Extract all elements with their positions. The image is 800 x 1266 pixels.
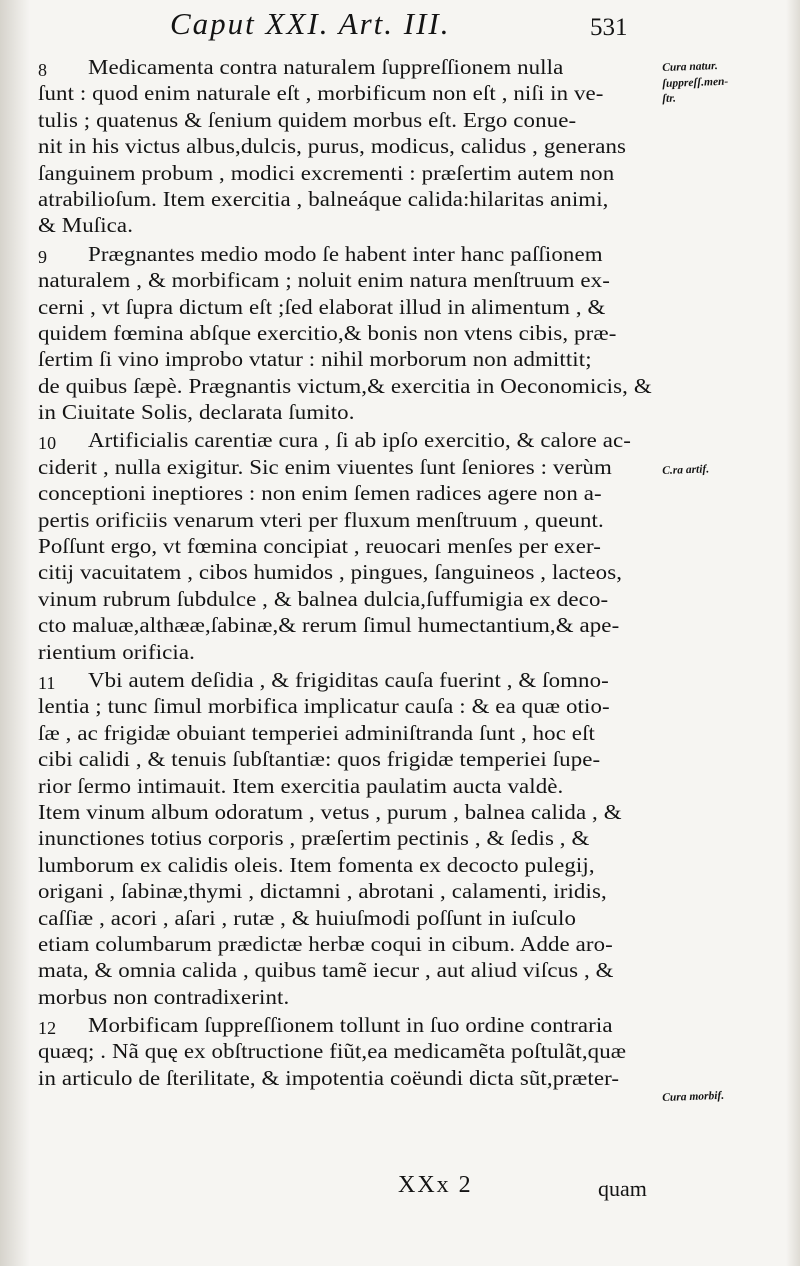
line-text: Prægnantes medio modo ſe habent inter hanc paſſionem — [88, 241, 603, 266]
text-line — [38, 746, 658, 772]
text-line — [38, 507, 658, 533]
line-text: ſunt : quod enim naturale eſt , morbificum non eſt , niſi in ve- — [38, 81, 604, 106]
line-text: origani , ſabinæ,thymi , dictamni , abrotani , calamenti, iridis, — [38, 879, 607, 904]
paragraph-number: 9 — [38, 246, 48, 267]
text-line — [38, 480, 658, 506]
line-text: caſſiæ , acori , aſari , rutæ , & huiuſmodi poſſunt in iuſculo — [38, 905, 577, 930]
line-text: atrabilioſum. Item exercitia , balneáque calida:hilaritas animi, — [38, 186, 609, 211]
page-number: 531 — [590, 14, 628, 41]
text-line — [38, 54, 658, 80]
page-header — [150, 4, 670, 44]
paragraph — [38, 1012, 658, 1093]
text-line — [38, 1012, 658, 1038]
text-line — [38, 294, 658, 320]
text-line — [38, 320, 658, 346]
line-text: conceptioni ineptiores : non enim ſemen radices agere non a- — [38, 481, 602, 506]
text-line — [38, 984, 658, 1010]
text-line — [38, 667, 658, 693]
text-line — [38, 1038, 658, 1064]
running-title: Caput XXI. Art. III. — [170, 6, 451, 41]
line-text: cto maluæ,althææ,ſabinæ,& rerum ſimul humectantium,& ape- — [38, 613, 620, 638]
text-line — [38, 799, 658, 825]
line-text: Morbificam ſuppreſſionem tollunt in ſuo ordine contraria — [88, 1013, 613, 1038]
line-text: tulis ; quatenus & ſenium quidem morbus eſt. Ergo conue- — [38, 107, 577, 132]
text-line — [38, 267, 658, 293]
text-line — [38, 957, 658, 983]
text-line — [38, 1065, 658, 1091]
margin-notes — [662, 0, 792, 1266]
line-text: in articulo de ſterilitate, & impotentia coëundi dicta sũt,præter- — [38, 1065, 620, 1090]
text-line — [38, 212, 658, 238]
line-text: vinum rubrum ſubdulce , & balnea dulcia,ſuffumigia ex deco- — [38, 586, 609, 611]
line-text: cibi calidi , & tenuis ſubſtantiæ: quos frigidæ temperiei ſupe- — [38, 747, 601, 772]
text-line — [38, 373, 658, 399]
paragraph-number: 10 — [38, 433, 57, 454]
text-line — [38, 533, 658, 559]
text-line — [38, 852, 658, 878]
line-text: pertis orificiis venarum vteri per fluxum menſtruum , queunt. — [38, 507, 604, 532]
line-text: ciderit , nulla exigitur. Sic enim viuentes ſunt ſeniores : verùm — [38, 454, 612, 479]
margin-note-str: ſtr. — [662, 92, 677, 105]
paragraph-gap — [38, 1091, 658, 1093]
text-line — [38, 586, 658, 612]
line-text: quæq; . Nã quę ex obſtructione fiũt,ea medicamẽta poſtulãt,quæ — [38, 1039, 627, 1064]
margin-note-cura-artif: C.ra artif. — [662, 463, 710, 477]
text-line — [38, 878, 658, 904]
line-text: rientium orificia. — [38, 639, 195, 664]
line-text: mata, & omnia calida , quibus tamẽ iecur , aut aliud viſcus , & — [38, 958, 614, 983]
text-line — [38, 427, 658, 453]
paragraph-number: 8 — [38, 60, 48, 80]
paragraph-number: 12 — [38, 1018, 57, 1039]
line-text: morbus non contradixerint. — [38, 984, 290, 1009]
text-line — [38, 80, 658, 106]
line-text: de quibus ſæpè. Prægnantis victum,& exercitia in Oeconomicis, & — [38, 373, 652, 398]
line-text: cerni , vt ſupra dictum eſt ;ſed elaborat illud in alimentum , & — [38, 294, 606, 319]
margin-note-cura-morbif: Cura morbif. — [662, 1089, 725, 1104]
text-line — [38, 241, 658, 267]
line-text: etiam columbarum prædictæ herbæ coqui in cibum. Adde aro- — [38, 931, 613, 956]
paragraph — [38, 241, 658, 428]
line-text: citij vacuitatem , cibos humidos , pingues, ſanguineos , lacteos, — [38, 560, 623, 585]
line-text: lumborum ex calidis oleis. Item fomenta ex decocto pulegij, — [38, 852, 595, 877]
text-line — [38, 399, 658, 425]
catchword: quam — [598, 1176, 647, 1201]
text-line — [38, 931, 658, 957]
line-text: rior ſermo intimauit. Item exercitia paulatim aucta valdè. — [38, 773, 564, 798]
text-line — [38, 559, 658, 585]
text-line — [38, 825, 658, 851]
line-text: Medicamenta contra naturalem ſuppreſſionem nulla — [88, 55, 564, 79]
signature-mark: XXx 2 — [398, 1172, 473, 1198]
line-text: nit in his victus albus,dulcis, purus, modicus, calidus , generans — [38, 134, 627, 159]
text-line — [38, 160, 658, 186]
text-line — [38, 612, 658, 638]
text-line — [38, 133, 658, 159]
text-line — [38, 905, 658, 931]
paragraph — [38, 54, 658, 241]
line-text: in Ciuitate Solis, declarata ſumito. — [38, 400, 355, 425]
line-text: ſertim ſi vino improbo vtatur : nihil morborum non admittit; — [38, 347, 592, 372]
text-line — [38, 720, 658, 746]
text-line — [38, 107, 658, 133]
text-line — [38, 773, 658, 799]
line-text: Artificialis carentiæ cura , ſi ab ipſo exercitio, & calore ac- — [88, 428, 632, 453]
text-line — [38, 186, 658, 212]
line-text: lentia ; tunc ſimul morbifica implicatur cauſa : & ea quæ otio- — [38, 694, 610, 719]
page-gutter-shadow — [0, 0, 30, 1266]
line-text: inunctiones totius corporis , præſertim pectinis , & ſedis , & — [38, 826, 590, 851]
line-text: ſæ , ac frigidæ obuiant temperiei adminiſtranda ſunt , hoc eſt — [38, 720, 596, 745]
line-text: naturalem , & morbificam ; noluit enim natura menſtruum ex- — [38, 268, 610, 293]
line-text: & Muſica. — [38, 213, 134, 238]
paragraph — [38, 427, 658, 667]
line-text: quidem fœmina abſque exercitio,& bonis non vtens cibis, præ- — [38, 320, 617, 345]
line-text: Poſſunt ergo, vt fœmina concipiat , reuocari menſes per exer- — [38, 534, 601, 559]
line-text: ſanguinem probum , modici excrementi : præſertim autem non — [38, 160, 615, 185]
text-line — [38, 639, 658, 665]
text-line — [38, 693, 658, 719]
text-body — [38, 54, 658, 1093]
text-line — [38, 454, 658, 480]
paragraph-number: 11 — [38, 672, 56, 693]
text-line — [38, 346, 658, 372]
line-text: Vbi autem deſidia , & frigiditas cauſa fuerint , & ſomno- — [88, 667, 609, 692]
margin-note-cura-natur: Cura natur. — [662, 60, 719, 74]
line-text: Item vinum album odoratum , vetus , purum , balnea calida , & — [38, 799, 622, 824]
paragraph — [38, 667, 658, 1012]
margin-note-suppress-menstr: ſuppreſſ.men- — [662, 75, 729, 90]
